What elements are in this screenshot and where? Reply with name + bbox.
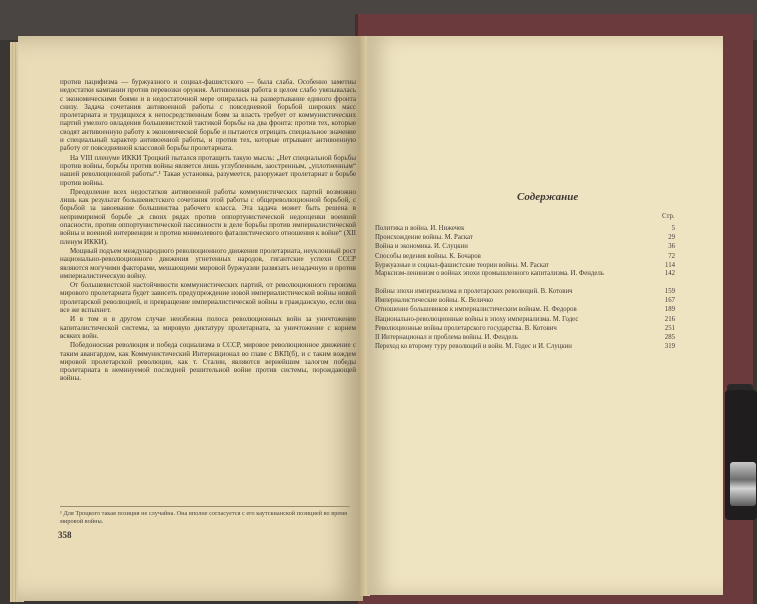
toc-entry bbox=[375, 224, 675, 233]
binder-clip-metal bbox=[730, 462, 756, 506]
footnote: ¹ Для Троцкого такая позиция не случайна. Она вполне согласуется с его каутскианской позицией во время мировой войны. bbox=[60, 506, 350, 525]
toc-entry bbox=[375, 270, 675, 287]
right-page bbox=[367, 36, 723, 595]
toc-entry-label: Война и экономика. И. Слуцкин bbox=[375, 243, 468, 251]
toc-entry-page: 251 bbox=[664, 324, 675, 332]
paragraph: против пацифизма — буржуазного и социал-фашистского — была слаба. Особенно заметны недостатки кампании против перевозки оружия. Антивоенная работа в целом слабо увязывалась с экономическими боями и в недостаточной мере опиралась на развертывание единого фронта снизу. Задача сочетания антивоенной работы с повседневной борьбой широких масс пролетариата и трудящихся к непосредственным боям за власть требует от коммунистических партий умелого овладения большевистской тактикой борьбы на два фронта: против тех, которые сводят антивоенную работу к экономической борьбе и пытаются отрицать специальное значение и специальный характер антивоенной работы, и против тех, которые отрывают антивоенную работу от повседневной классовой борьбы пролетариата. bbox=[60, 78, 356, 153]
paragraph: На VIII пленуме ИККИ Троцкий пытался протащить такую мысль: „Нет специальной борьбы против войны, борьбы против войны является лишь углубленным, заостренным, „уплотненным“ нашей революционной работы“.¹ Такая установка, разумеется, разоружает пролетариат в борьбе против войны. bbox=[60, 153, 356, 187]
paragraph: Мощный подъем международного революционного движения пролетариата, неуклонный рост национально-революционного движения угнетенных народов, гигантские успехи СССР являются могучими факторами, мешающими мировой буржуазии развязать незадачную и против империалистическую войну. bbox=[60, 246, 356, 280]
toc-entry-page: 216 bbox=[664, 315, 675, 323]
toc-page-column-label: Стр. bbox=[662, 213, 675, 220]
toc-entry bbox=[375, 333, 675, 342]
toc-entry-label: Марксизм-ленинизм о войнах эпохи промышленного капитализма. И. Фендель bbox=[375, 269, 604, 277]
toc-entry-label: Национально-революционные войны в эпоху империализма. М. Годес bbox=[375, 315, 579, 323]
toc-entry-page: 36 bbox=[668, 243, 675, 251]
toc-entry-page: 5 bbox=[671, 225, 675, 232]
toc-entry-page: 29 bbox=[668, 234, 675, 242]
toc-entry bbox=[375, 305, 675, 314]
toc-entry-label: Политика и война. И. Нижечек bbox=[375, 225, 465, 232]
toc-entry-page: 142 bbox=[664, 269, 675, 277]
paragraph: Победоносная революция и победа социализма в СССР, мировое революционное движение с таким авангардом, как Коммунистический Интернационал во главе с ВКП(б), и с таким вождем мировой пролетарской революции, как т. Сталин, являются вернейшим залогом победы пролетариата в неминуемой последней решительной войне против системы, порождающей войны. bbox=[60, 341, 356, 383]
toc-entry-label: Происхождение войны. М. Раскат bbox=[375, 234, 473, 242]
toc-entry-page: 114 bbox=[665, 261, 675, 269]
toc-entry-page: 189 bbox=[664, 306, 675, 314]
toc-entry-label: Войны эпохи империализма и пролетарских революций. В. Котович bbox=[375, 287, 573, 295]
paragraph: От большевистской настойчивости коммунистических партий, от революционного героизма мирового пролетариата будет зависеть предупреждение новой империалистической войны новой пролетарской революцией, и превращение империалистической войны в гражданскую, если она все же вспыхнет. bbox=[60, 281, 356, 315]
toc-entry bbox=[375, 324, 675, 333]
toc-entry-label: Отношение большевиков к империалистическим войнам. Н. Федоров bbox=[375, 306, 577, 314]
toc-entry bbox=[375, 296, 675, 305]
toc-entry bbox=[375, 242, 675, 251]
paragraph: И в том и в другом случае неизбежна полоса революционных войн за уничтожение капиталистической системы, за мировую диктатуру пролетариата, за уничтожение с корнем всяких войн. bbox=[60, 315, 356, 340]
toc-entry bbox=[375, 252, 675, 261]
toc-entry-label: Буржуазные и социал-фашистские теории войны. М. Раскат bbox=[375, 261, 549, 269]
paragraph: Преодоление всех недостатков антивоенной работы коммунистических партий возможно лишь как результат большевистского сочетания этой работы с общереволюционной борьбой, с борьбой за завоевание большинства рабочего класса. Эта задача может быть решена в непримиримой борьбе „в своих рядах против оппортунистической недооценки военной опасности, против оппортунистической пассивности в деле борьбы против империалистической войны и военной интервенции и против мнимолевого фаталистического отношения к войне“ (XII пленум ИККИ). bbox=[60, 187, 356, 246]
toc-entry-label: Способы ведения войны. К. Бочаров bbox=[375, 252, 481, 260]
toc-entry bbox=[375, 315, 675, 324]
toc-entry-page: 167 bbox=[664, 297, 675, 305]
toc-entry bbox=[375, 261, 675, 270]
toc-entry-page: 72 bbox=[668, 252, 675, 260]
left-page-text bbox=[60, 78, 356, 384]
toc-entry-label: Переход ко второму туру революций и войн. М. Годес и И. Слуцкин bbox=[375, 343, 572, 351]
toc-entry-label: Революционные войны пролетарского государства. В. Котович bbox=[375, 324, 557, 332]
toc-entry-label: II Интернационал и проблема войны. И. Фендель bbox=[375, 333, 518, 341]
toc-entry bbox=[375, 287, 675, 296]
toc-entry-label: Империалистические войны. К. Величко bbox=[375, 297, 493, 305]
toc-title: Содержание bbox=[517, 191, 579, 203]
table-of-contents bbox=[375, 224, 675, 351]
toc-entry bbox=[375, 233, 675, 242]
page-number: 358 bbox=[58, 530, 72, 540]
toc-entry-page: 159 bbox=[664, 287, 675, 295]
toc-entry-page: 319 bbox=[664, 343, 675, 351]
toc-entry bbox=[375, 342, 675, 351]
toc-entry-page: 285 bbox=[664, 333, 675, 341]
left-page bbox=[18, 36, 363, 601]
open-book bbox=[10, 28, 748, 600]
